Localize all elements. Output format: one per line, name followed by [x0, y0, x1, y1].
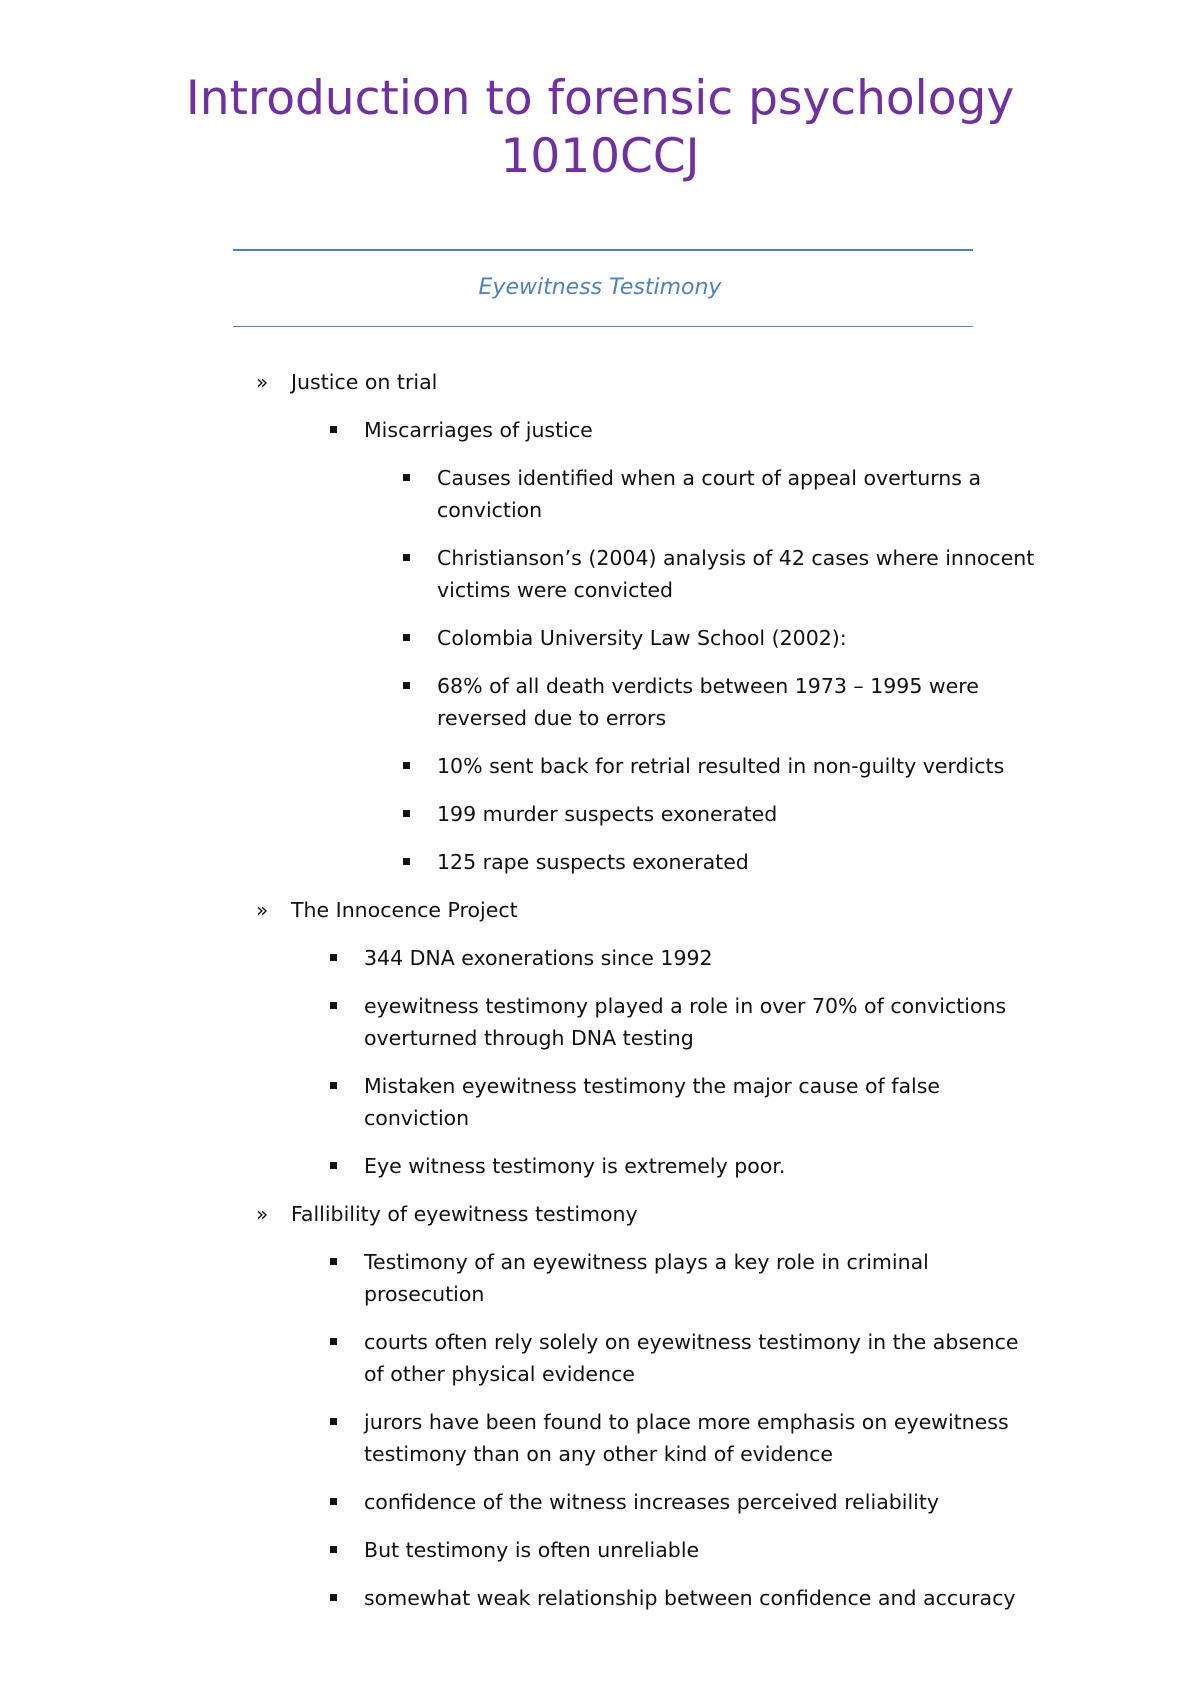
- title-line-1: Introduction to forensic psychology: [185, 71, 1015, 126]
- outline-subitem-text: 125 rape suspects exonerated: [437, 850, 749, 874]
- outline-item: [0, 1534, 1044, 1566]
- square-bullet-icon: [403, 682, 410, 689]
- subtitle-top-rule: [233, 249, 973, 251]
- outline-heading-innocence-project: [0, 894, 1200, 926]
- outline-item-text: Testimony of an eyewitness plays a key role in criminal prosecution: [364, 1250, 929, 1306]
- outline-item: [0, 1582, 1044, 1614]
- square-bullet-icon: [403, 810, 410, 817]
- double-chevron-icon: »: [256, 1202, 269, 1226]
- square-bullet-icon: [403, 554, 410, 561]
- outline-item-text: Miscarriages of justice: [364, 418, 593, 442]
- square-bullet-icon: [330, 1258, 337, 1265]
- outline-subitem-text: Christianson’s (2004) analysis of 42 cases where innocent victims were convicted: [437, 546, 1035, 602]
- outline-item-text: jurors have been found to place more emphasis on eyewitness testimony than on any other kind of evidence: [364, 1410, 1009, 1466]
- double-chevron-icon: »: [256, 898, 269, 922]
- square-bullet-icon: [330, 426, 337, 433]
- square-bullet-icon: [330, 1002, 337, 1009]
- document-subtitle: Eyewitness Testimony: [478, 275, 722, 300]
- outline-subitem: [0, 622, 1057, 654]
- square-bullet-icon: [330, 1162, 337, 1169]
- outline-heading-justice-on-trial: [0, 366, 1200, 398]
- outline-subitem-text: 10% sent back for retrial resulted in non-guilty verdicts: [437, 754, 1005, 778]
- square-bullet-icon: [403, 634, 410, 641]
- square-bullet-icon: [330, 954, 337, 961]
- outline-item: [0, 1246, 1044, 1310]
- double-chevron-icon: »: [256, 370, 269, 394]
- subtitle-bottom-rule: [233, 326, 973, 327]
- outline-item: [0, 1070, 1044, 1134]
- outline-subitem-text: 68% of all death verdicts between 1973 – 1995 were reversed due to errors: [437, 674, 979, 730]
- outline-heading-text: The Innocence Project: [291, 898, 518, 922]
- square-bullet-icon: [330, 1594, 337, 1601]
- outline-item: [0, 414, 1044, 446]
- outline-item-text: confidence of the witness increases perceived reliability: [364, 1490, 940, 1514]
- outline-item-text: 344 DNA exonerations since 1992: [364, 946, 713, 970]
- square-bullet-icon: [330, 1082, 337, 1089]
- square-bullet-icon: [403, 762, 410, 769]
- outline-subitem: [0, 750, 1057, 782]
- outline-list: [0, 366, 1200, 1630]
- outline-item: [0, 990, 1044, 1054]
- outline-subitem: [0, 462, 1057, 526]
- outline-subitem: [0, 798, 1057, 830]
- outline-item-text: courts often rely solely on eyewitness testimony in the absence of other physical evidence: [364, 1330, 1019, 1386]
- outline-subitem: [0, 542, 1057, 606]
- outline-subitem-text: Colombia University Law School (2002):: [437, 626, 847, 650]
- outline-subitem-text: 199 murder suspects exonerated: [437, 802, 778, 826]
- square-bullet-icon: [330, 1418, 337, 1425]
- outline-heading-text: Justice on trial: [291, 370, 438, 394]
- outline-item-text: But testimony is often unreliable: [364, 1538, 700, 1562]
- outline-item: [0, 1326, 1044, 1390]
- outline-item: [0, 1150, 1044, 1182]
- square-bullet-icon: [330, 1498, 337, 1505]
- document-title: [0, 70, 1200, 186]
- outline-item-text: somewhat weak relationship between confidence and accuracy: [364, 1586, 1016, 1610]
- title-line-2: 1010CCJ: [500, 129, 700, 184]
- outline-subitem: [0, 670, 1057, 734]
- outline-heading-fallibility: [0, 1198, 1200, 1230]
- outline-item-text: Eye witness testimony is extremely poor.: [364, 1154, 786, 1178]
- square-bullet-icon: [330, 1546, 337, 1553]
- outline-subitem-text: Causes identified when a court of appeal overturns a conviction: [437, 466, 982, 522]
- outline-subitem: [0, 846, 1057, 878]
- square-bullet-icon: [330, 1338, 337, 1345]
- outline-item: [0, 1486, 1044, 1518]
- square-bullet-icon: [403, 858, 410, 865]
- outline-item-text: eyewitness testimony played a role in over 70% of convictions overturned through DNA testing: [364, 994, 1007, 1050]
- outline-item: [0, 942, 1044, 974]
- square-bullet-icon: [403, 474, 410, 481]
- outline-heading-text: Fallibility of eyewitness testimony: [291, 1202, 638, 1226]
- outline-item: [0, 1406, 1044, 1470]
- outline-item-text: Mistaken eyewitness testimony the major cause of false conviction: [364, 1074, 941, 1130]
